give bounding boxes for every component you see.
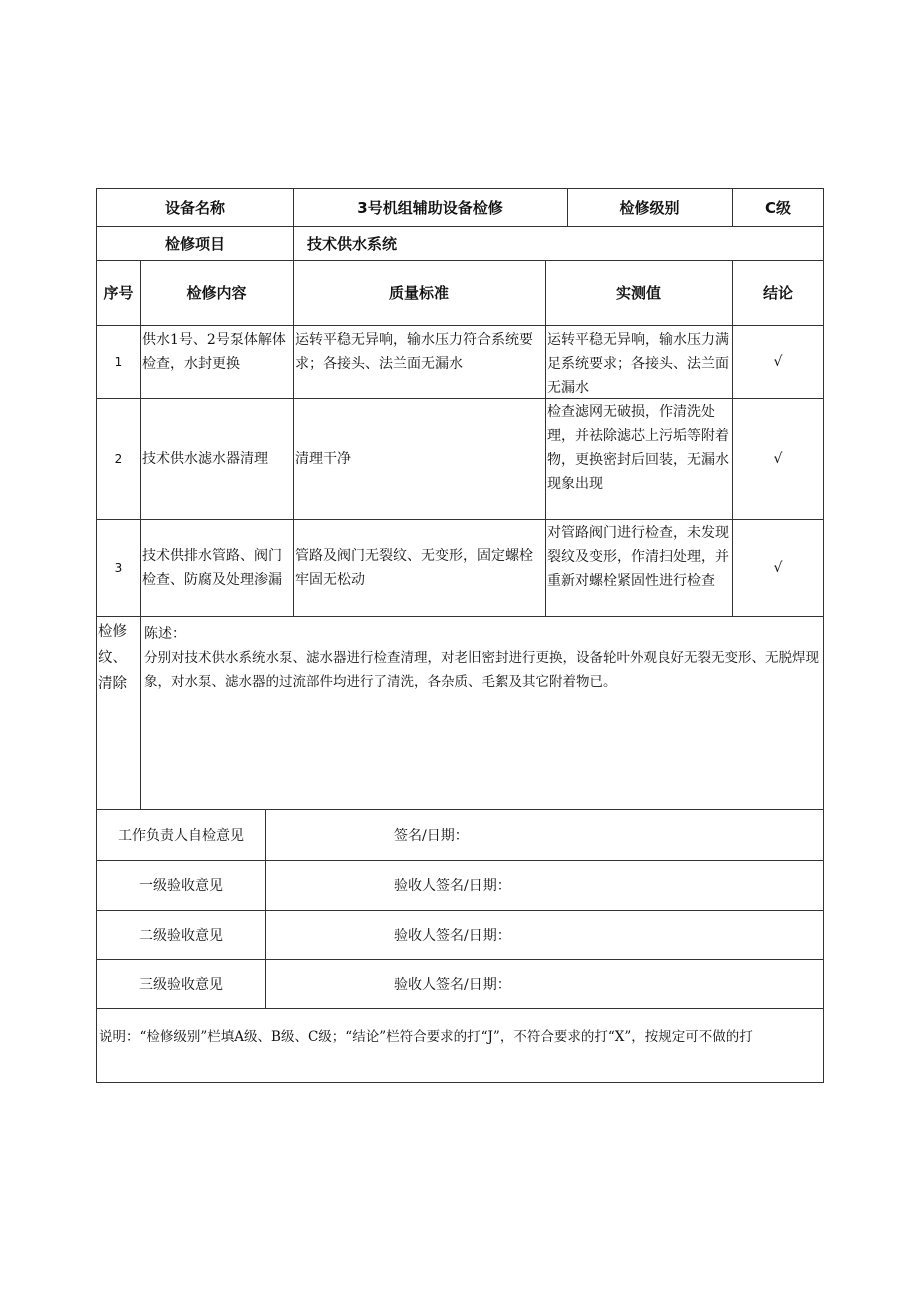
row-3-standard: 管路及阀门无裂纹、无变形，固定螺栓牢固无松动 bbox=[295, 547, 533, 588]
row-3-seq: 3 bbox=[114, 560, 123, 575]
row-3-measured: 对管路阀门进行检查，未发现裂纹及变形，作清扫处理，并重新对螺栓紧固性进行检查 bbox=[547, 525, 729, 589]
signoff-level-3-sign: 验收人签名/日期： bbox=[394, 976, 511, 993]
column-header-measured: 实测值 bbox=[615, 284, 661, 302]
column-header-standard: 质量标准 bbox=[388, 284, 449, 302]
row-3-content: 技术供排水管路、阀门检查、防腐及处理渗漏 bbox=[142, 547, 282, 588]
column-header-conclusion: 结论 bbox=[762, 284, 793, 302]
signoff-level-1-label: 一级验收意见 bbox=[139, 878, 223, 894]
row-1-measured: 运转平稳无异响，输水压力满足系统要求；各接头、法兰面无漏水 bbox=[547, 332, 729, 396]
row-2-conclusion: √ bbox=[773, 450, 783, 467]
signoff-self-check-label: 工作负责人自检意见 bbox=[118, 827, 244, 844]
row-3-conclusion: √ bbox=[773, 559, 783, 576]
maintenance-record-table bbox=[96, 188, 824, 1083]
remarks-statement: 分别对技术供水系统水泵、滤水器进行检查清理，对老旧密封进行更换，设备轮叶外观良好无裂无变形、无脱焊现象，对水泵、滤水器的过流部件均进行了清洗，各杂质、毛絮及其它附着物已。 bbox=[144, 650, 819, 690]
maintenance-level-value: C级 bbox=[764, 199, 791, 217]
row-2-seq: 2 bbox=[114, 451, 123, 466]
project-label: 检修项目 bbox=[164, 234, 225, 253]
signoff-level-3-label: 三级验收意见 bbox=[139, 976, 223, 993]
row-2-measured: 检查滤网无破损，作清洗处理，并祛除滤芯上污垢等附着物，更换密封后回装，无漏水现象出现 bbox=[547, 404, 729, 492]
remarks-statement-label: 陈述： bbox=[144, 626, 186, 642]
remarks-label: 检修纹、清除 bbox=[98, 624, 127, 692]
column-header-content: 检修内容 bbox=[186, 284, 247, 302]
footnote: 说明：“检修级别”栏填A级、B级、C级；“结论”栏符合要求的打“J”，不符合要求的打“X”，按规定可不做的打 bbox=[99, 1029, 753, 1045]
row-1-seq: 1 bbox=[114, 354, 123, 369]
row-1-conclusion: √ bbox=[773, 353, 783, 370]
signoff-level-2-label: 二级验收意见 bbox=[139, 927, 223, 944]
equipment-name-value: 3号机组辅助设备检修 bbox=[357, 199, 503, 217]
column-header-seq: 序号 bbox=[103, 284, 134, 302]
signoff-level-2-sign: 验收人签名/日期： bbox=[394, 927, 511, 944]
row-1-content: 供水1号、2号泵体解体检查，水封更换 bbox=[142, 332, 286, 372]
project-value: 技术供水系统 bbox=[307, 234, 398, 253]
row-2-standard: 清理干净 bbox=[295, 450, 351, 467]
maintenance-level-label: 检修级别 bbox=[619, 199, 680, 217]
signoff-self-check-sign: 签名/日期： bbox=[394, 827, 469, 844]
signoff-level-1-sign: 验收人签名/日期： bbox=[394, 878, 511, 894]
row-2-content: 技术供水滤水器清理 bbox=[142, 450, 268, 467]
equipment-name-label: 设备名称 bbox=[164, 199, 225, 217]
row-1-standard: 运转平稳无异响，输水压力符合系统要求；各接头、法兰面无漏水 bbox=[295, 332, 533, 372]
